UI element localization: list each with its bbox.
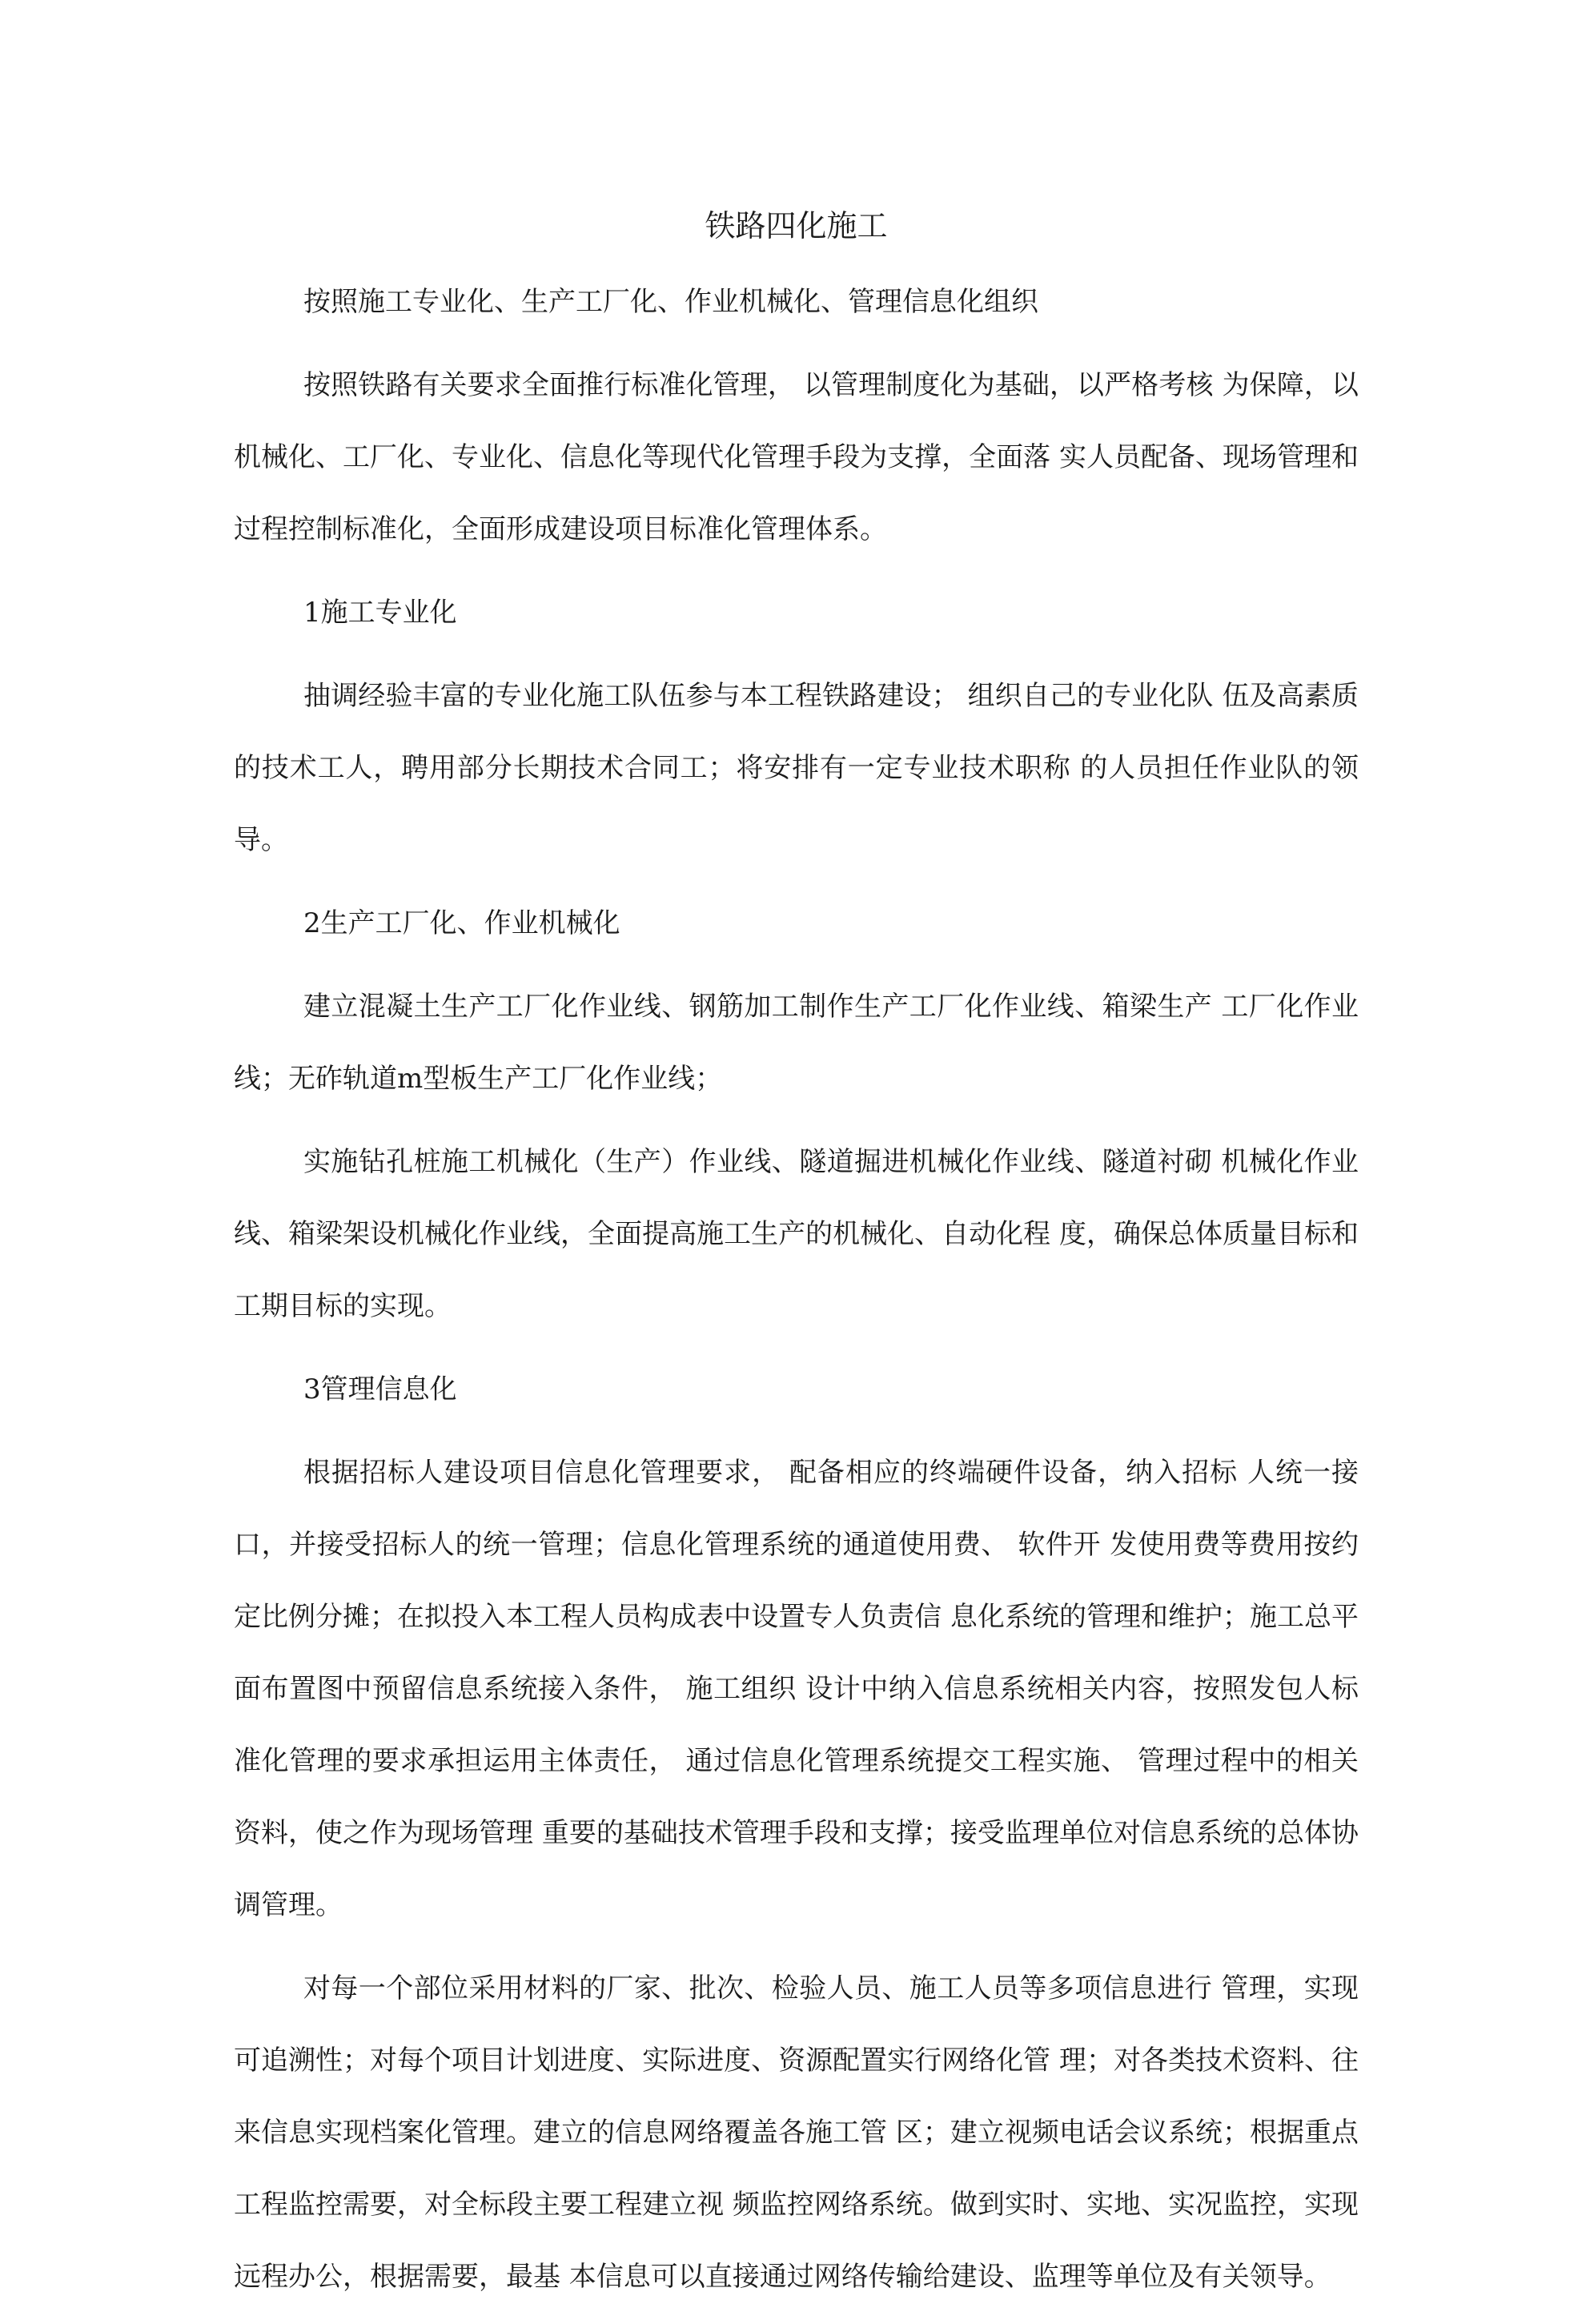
paragraph-factory-lines: 建立混凝土生产工厂化作业线、钢筋加工制作生产工厂化作业线、箱梁生产 工厂化作业线；无砟轨道m型板生产工厂化作业线； xyxy=(234,991,1359,1095)
paragraph-traceability: 对每一个部位采用材料的厂家、批次、检验人员、施工人员等多项信息进行 管理，实现可追溯性；对每个项目计划进度、实际进度、资源配置实行网络化管 理；对各类技术资料、往来信息实现档案化管理。建立的信息网络覆盖各施工管 区；建立视频电话会议系统；根据重点工程监控需要，对全标段主要工程建立视 频监控网络系统。做到实时、实地、实况监控，实现远程办公，根据需要，最基 本信息可以直接通过网络传输给建设、监理等单位及有关领导。 xyxy=(234,1972,1359,2293)
paragraph-informatization: 根据招标人建设项目信息化管理要求， 配备相应的终端硬件设备，纳入招标 人统一接口，并接受招标人的统一管理；信息化管理系统的通道使用费、 软件开 发使用费等费用按约定比例分摊；在拟投入本工程人员构成表中设置专人负责信 息化系统的管理和维护；施工总平面布置图中预留信息系统接入条件， 施工组织 设计中纳入信息系统相关内容，按照发包人标准化管理的要求承担运用主体责任， 通过信息化管理系统提交工程实施、 管理过程中的相关资料，使之作为现场管理 重要的基础技术管理手段和支撑；接受监理单位对信息系统的总体协调管理。 xyxy=(234,1457,1359,1921)
document-body xyxy=(234,202,1359,2324)
section-heading-specialization: 1施工专业化 xyxy=(303,597,457,629)
paragraph-standardization: 按照铁路有关要求全面推行标准化管理， 以管理制度化为基础，以严格考核 为保障，以机械化、工厂化、专业化、信息化等现代化管理手段为支撑，全面落 实人员配备、现场管理和过程控制标准化，全面形成建设项目标准化管理体系。 xyxy=(234,369,1359,545)
paragraph-specialization: 抽调经验丰富的专业化施工队伍参与本工程铁路建设； 组织自己的专业化队 伍及高素质的技术工人，聘用部分长期技术合同工；将安排有一定专业技术职称 的人员担任作业队的领导。 xyxy=(234,680,1359,856)
paragraph-intro: 按照施工专业化、生产工厂化、作业机械化、管理信息化组织 xyxy=(303,286,1038,318)
section-heading-informatization: 3管理信息化 xyxy=(303,1373,457,1405)
paragraph-mechanization-lines: 实施钻孔桩施工机械化（生产）作业线、隧道掘进机械化作业线、隧道衬砌 机械化作业线、箱梁架设机械化作业线，全面提高施工生产的机械化、自动化程 度，确保总体质量目标和工期目标的实现。 xyxy=(234,1146,1359,1322)
document-title: 铁路四化施工 xyxy=(705,208,888,243)
section-heading-factory-mechanization: 2生产工厂化、作业机械化 xyxy=(303,907,620,939)
